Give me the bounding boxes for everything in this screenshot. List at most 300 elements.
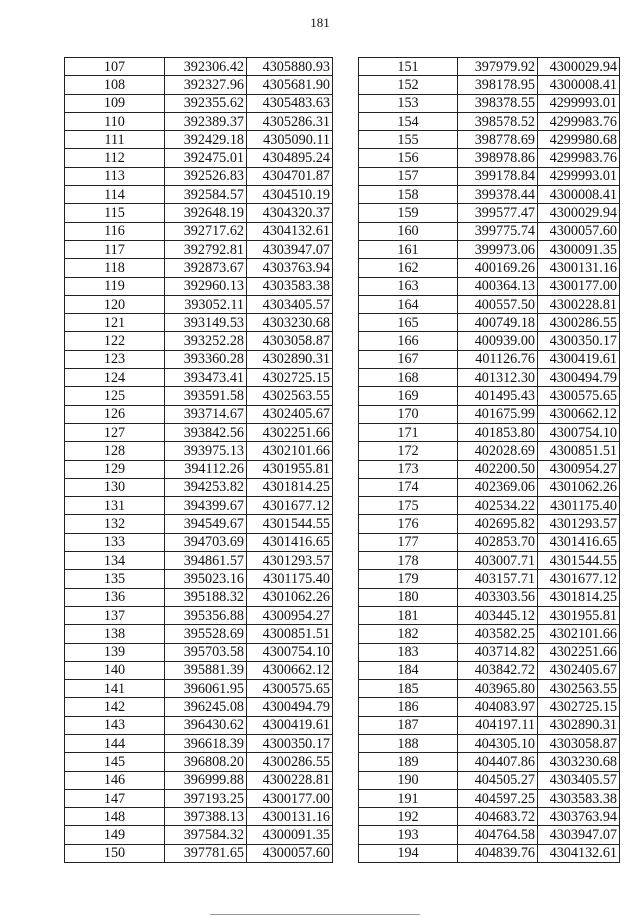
point-number-cell: 137 (65, 606, 165, 624)
y-coordinate-cell: 4304132.61 (538, 844, 620, 862)
table-row (359, 240, 620, 258)
table-row (65, 844, 333, 862)
point-number-cell: 116 (65, 222, 165, 240)
point-number-cell: 128 (65, 442, 165, 460)
y-coordinate-cell: 4304510.19 (247, 186, 333, 204)
y-coordinate-cell: 4301416.65 (538, 533, 620, 551)
x-coordinate-cell: 396999.88 (165, 771, 247, 789)
table-row (65, 112, 333, 130)
y-coordinate-cell: 4305483.63 (247, 94, 333, 112)
point-number-cell: 144 (65, 734, 165, 752)
point-number-cell: 163 (359, 277, 458, 295)
point-number-cell: 161 (359, 240, 458, 258)
table-row (65, 277, 333, 295)
y-coordinate-cell: 4300754.10 (247, 643, 333, 661)
y-coordinate-cell: 4299983.76 (538, 112, 620, 130)
point-number-cell: 181 (359, 606, 458, 624)
x-coordinate-cell: 395356.88 (165, 606, 247, 624)
y-coordinate-cell: 4305880.93 (247, 58, 333, 76)
x-coordinate-cell: 392584.57 (165, 186, 247, 204)
x-coordinate-cell: 392327.96 (165, 76, 247, 94)
table-row (65, 369, 333, 387)
y-coordinate-cell: 4300057.60 (247, 844, 333, 862)
table-row (65, 570, 333, 588)
table-row (359, 570, 620, 588)
x-coordinate-cell: 392526.83 (165, 167, 247, 185)
table-row (65, 460, 333, 478)
point-number-cell: 110 (65, 112, 165, 130)
y-coordinate-cell: 4300954.27 (538, 460, 620, 478)
table-row (65, 442, 333, 460)
y-coordinate-cell: 4303763.94 (247, 259, 333, 277)
y-coordinate-cell: 4300286.55 (538, 314, 620, 332)
x-coordinate-cell: 404683.72 (458, 808, 538, 826)
x-coordinate-cell: 402534.22 (458, 497, 538, 515)
y-coordinate-cell: 4300008.41 (538, 186, 620, 204)
y-coordinate-cell: 4300419.61 (247, 716, 333, 734)
y-coordinate-cell: 4300662.12 (247, 661, 333, 679)
y-coordinate-cell: 4305286.31 (247, 112, 333, 130)
x-coordinate-cell: 394549.67 (165, 515, 247, 533)
x-coordinate-cell: 393473.41 (165, 369, 247, 387)
y-coordinate-cell: 4300131.16 (247, 808, 333, 826)
point-number-cell: 139 (65, 643, 165, 661)
bottom-rule (210, 914, 420, 915)
table-row (65, 423, 333, 441)
point-number-cell: 107 (65, 58, 165, 76)
x-coordinate-cell: 397781.65 (165, 844, 247, 862)
point-number-cell: 136 (65, 588, 165, 606)
y-coordinate-cell: 4299980.68 (538, 131, 620, 149)
table-row (65, 497, 333, 515)
table-row (359, 734, 620, 752)
point-number-cell: 132 (65, 515, 165, 533)
table-row (359, 94, 620, 112)
table-row (359, 661, 620, 679)
point-number-cell: 126 (65, 405, 165, 423)
table-row (65, 515, 333, 533)
point-number-cell: 191 (359, 789, 458, 807)
y-coordinate-cell: 4300954.27 (247, 606, 333, 624)
point-number-cell: 168 (359, 369, 458, 387)
point-number-cell: 125 (65, 387, 165, 405)
x-coordinate-cell: 393975.13 (165, 442, 247, 460)
y-coordinate-cell: 4301677.12 (247, 497, 333, 515)
y-coordinate-cell: 4300494.79 (247, 698, 333, 716)
table-row (65, 149, 333, 167)
x-coordinate-cell: 398778.69 (458, 131, 538, 149)
x-coordinate-cell: 398378.55 (458, 94, 538, 112)
table-row (359, 606, 620, 624)
point-number-cell: 189 (359, 753, 458, 771)
x-coordinate-cell: 403303.56 (458, 588, 538, 606)
point-number-cell: 146 (65, 771, 165, 789)
table-row (359, 442, 620, 460)
point-number-cell: 187 (359, 716, 458, 734)
y-coordinate-cell: 4300091.35 (247, 826, 333, 844)
x-coordinate-cell: 398178.95 (458, 76, 538, 94)
x-coordinate-cell: 400939.00 (458, 332, 538, 350)
x-coordinate-cell: 404083.97 (458, 698, 538, 716)
point-number-cell: 149 (65, 826, 165, 844)
table-row (65, 808, 333, 826)
x-coordinate-cell: 395703.58 (165, 643, 247, 661)
table-row (359, 405, 620, 423)
y-coordinate-cell: 4300228.81 (538, 295, 620, 313)
y-coordinate-cell: 4301175.40 (247, 570, 333, 588)
y-coordinate-cell: 4300177.00 (538, 277, 620, 295)
point-number-cell: 129 (65, 460, 165, 478)
x-coordinate-cell: 403445.12 (458, 606, 538, 624)
point-number-cell: 186 (359, 698, 458, 716)
point-number-cell: 109 (65, 94, 165, 112)
point-number-cell: 141 (65, 680, 165, 698)
y-coordinate-cell: 4303058.87 (538, 734, 620, 752)
x-coordinate-cell: 404407.86 (458, 753, 538, 771)
x-coordinate-cell: 399775.74 (458, 222, 538, 240)
table-row (359, 771, 620, 789)
y-coordinate-cell: 4299993.01 (538, 167, 620, 185)
x-coordinate-cell: 394399.67 (165, 497, 247, 515)
x-coordinate-cell: 401853.80 (458, 423, 538, 441)
x-coordinate-cell: 401312.30 (458, 369, 538, 387)
point-number-cell: 176 (359, 515, 458, 533)
x-coordinate-cell: 397584.32 (165, 826, 247, 844)
point-number-cell: 154 (359, 112, 458, 130)
point-number-cell: 177 (359, 533, 458, 551)
x-coordinate-cell: 396430.62 (165, 716, 247, 734)
x-coordinate-cell: 392792.81 (165, 240, 247, 258)
table-row (65, 753, 333, 771)
y-coordinate-cell: 4300754.10 (538, 423, 620, 441)
point-number-cell: 120 (65, 295, 165, 313)
point-number-cell: 156 (359, 149, 458, 167)
x-coordinate-cell: 392429.18 (165, 131, 247, 149)
y-coordinate-cell: 4300419.61 (538, 350, 620, 368)
table-row (359, 478, 620, 496)
point-number-cell: 134 (65, 552, 165, 570)
x-coordinate-cell: 403965.80 (458, 680, 538, 698)
point-number-cell: 159 (359, 204, 458, 222)
table-row (65, 131, 333, 149)
point-number-cell: 117 (65, 240, 165, 258)
y-coordinate-cell: 4302405.67 (538, 661, 620, 679)
x-coordinate-cell: 397979.92 (458, 58, 538, 76)
table-row (65, 698, 333, 716)
y-coordinate-cell: 4303405.57 (538, 771, 620, 789)
y-coordinate-cell: 4301677.12 (538, 570, 620, 588)
y-coordinate-cell: 4301955.81 (538, 606, 620, 624)
table-row (65, 58, 333, 76)
y-coordinate-cell: 4301175.40 (538, 497, 620, 515)
table-row (359, 314, 620, 332)
y-coordinate-cell: 4304701.87 (247, 167, 333, 185)
y-coordinate-cell: 4300228.81 (247, 771, 333, 789)
coordinates-table-right (358, 57, 620, 863)
table-row (359, 149, 620, 167)
x-coordinate-cell: 395023.16 (165, 570, 247, 588)
y-coordinate-cell: 4303230.68 (538, 753, 620, 771)
point-number-cell: 180 (359, 588, 458, 606)
x-coordinate-cell: 403157.71 (458, 570, 538, 588)
x-coordinate-cell: 404305.10 (458, 734, 538, 752)
x-coordinate-cell: 400749.18 (458, 314, 538, 332)
table-row (65, 222, 333, 240)
y-coordinate-cell: 4300057.60 (538, 222, 620, 240)
y-coordinate-cell: 4303947.07 (247, 240, 333, 258)
y-coordinate-cell: 4301062.26 (538, 478, 620, 496)
y-coordinate-cell: 4300029.94 (538, 204, 620, 222)
x-coordinate-cell: 396245.08 (165, 698, 247, 716)
point-number-cell: 166 (359, 332, 458, 350)
point-number-cell: 183 (359, 643, 458, 661)
table-row (359, 259, 620, 277)
y-coordinate-cell: 4303058.87 (247, 332, 333, 350)
x-coordinate-cell: 403842.72 (458, 661, 538, 679)
point-number-cell: 194 (359, 844, 458, 862)
table-row (359, 552, 620, 570)
x-coordinate-cell: 392648.19 (165, 204, 247, 222)
x-coordinate-cell: 392960.13 (165, 277, 247, 295)
table-row (359, 588, 620, 606)
y-coordinate-cell: 4302725.15 (247, 369, 333, 387)
x-coordinate-cell: 392389.37 (165, 112, 247, 130)
point-number-cell: 124 (65, 369, 165, 387)
x-coordinate-cell: 402369.06 (458, 478, 538, 496)
x-coordinate-cell: 399973.06 (458, 240, 538, 258)
y-coordinate-cell: 4302101.66 (247, 442, 333, 460)
table-row (65, 332, 333, 350)
point-number-cell: 131 (65, 497, 165, 515)
table-row (65, 295, 333, 313)
x-coordinate-cell: 401675.99 (458, 405, 538, 423)
point-number-cell: 152 (359, 76, 458, 94)
y-coordinate-cell: 4305090.11 (247, 131, 333, 149)
y-coordinate-cell: 4302251.66 (538, 643, 620, 661)
table-row (65, 478, 333, 496)
table-row (359, 423, 620, 441)
point-number-cell: 184 (359, 661, 458, 679)
x-coordinate-cell: 404839.76 (458, 844, 538, 862)
table-row (65, 240, 333, 258)
table-row (359, 826, 620, 844)
x-coordinate-cell: 402028.69 (458, 442, 538, 460)
point-number-cell: 190 (359, 771, 458, 789)
x-coordinate-cell: 399577.47 (458, 204, 538, 222)
x-coordinate-cell: 400557.50 (458, 295, 538, 313)
y-coordinate-cell: 4303583.38 (538, 789, 620, 807)
table-row (65, 186, 333, 204)
point-number-cell: 182 (359, 625, 458, 643)
table-row (359, 625, 620, 643)
table-row (359, 112, 620, 130)
table-row (65, 771, 333, 789)
x-coordinate-cell: 403582.25 (458, 625, 538, 643)
x-coordinate-cell: 401495.43 (458, 387, 538, 405)
point-number-cell: 164 (359, 295, 458, 313)
coordinates-table-left (64, 57, 333, 863)
table-row (65, 789, 333, 807)
point-number-cell: 178 (359, 552, 458, 570)
x-coordinate-cell: 397193.25 (165, 789, 247, 807)
y-coordinate-cell: 4301062.26 (247, 588, 333, 606)
point-number-cell: 158 (359, 186, 458, 204)
x-coordinate-cell: 400364.13 (458, 277, 538, 295)
point-number-cell: 170 (359, 405, 458, 423)
y-coordinate-cell: 4303230.68 (247, 314, 333, 332)
page-number: 181 (310, 15, 330, 30)
point-number-cell: 171 (359, 423, 458, 441)
point-number-cell: 192 (359, 808, 458, 826)
x-coordinate-cell: 399378.44 (458, 186, 538, 204)
x-coordinate-cell: 402853.70 (458, 533, 538, 551)
point-number-cell: 127 (65, 423, 165, 441)
y-coordinate-cell: 4301416.65 (247, 533, 333, 551)
y-coordinate-cell: 4301814.25 (247, 478, 333, 496)
y-coordinate-cell: 4301955.81 (247, 460, 333, 478)
x-coordinate-cell: 401126.76 (458, 350, 538, 368)
y-coordinate-cell: 4301544.55 (247, 515, 333, 533)
y-coordinate-cell: 4300131.16 (538, 259, 620, 277)
point-number-cell: 150 (65, 844, 165, 862)
table-row (359, 350, 620, 368)
point-number-cell: 119 (65, 277, 165, 295)
x-coordinate-cell: 404197.11 (458, 716, 538, 734)
x-coordinate-cell: 399178.84 (458, 167, 538, 185)
table-row (65, 826, 333, 844)
table-row (65, 734, 333, 752)
point-number-cell: 148 (65, 808, 165, 826)
x-coordinate-cell: 394861.57 (165, 552, 247, 570)
x-coordinate-cell: 404597.25 (458, 789, 538, 807)
point-number-cell: 142 (65, 698, 165, 716)
y-coordinate-cell: 4301293.57 (247, 552, 333, 570)
point-number-cell: 169 (359, 387, 458, 405)
table-row (359, 369, 620, 387)
y-coordinate-cell: 4302890.31 (538, 716, 620, 734)
y-coordinate-cell: 4299983.76 (538, 149, 620, 167)
y-coordinate-cell: 4303763.94 (538, 808, 620, 826)
x-coordinate-cell: 392355.62 (165, 94, 247, 112)
point-number-cell: 121 (65, 314, 165, 332)
table-row (359, 222, 620, 240)
x-coordinate-cell: 396618.39 (165, 734, 247, 752)
y-coordinate-cell: 4302563.55 (538, 680, 620, 698)
table-row (359, 643, 620, 661)
point-number-cell: 113 (65, 167, 165, 185)
point-number-cell: 133 (65, 533, 165, 551)
x-coordinate-cell: 393360.28 (165, 350, 247, 368)
point-number-cell: 172 (359, 442, 458, 460)
x-coordinate-cell: 402695.82 (458, 515, 538, 533)
point-number-cell: 123 (65, 350, 165, 368)
x-coordinate-cell: 393842.56 (165, 423, 247, 441)
x-coordinate-cell: 392717.62 (165, 222, 247, 240)
point-number-cell: 143 (65, 716, 165, 734)
point-number-cell: 173 (359, 460, 458, 478)
x-coordinate-cell: 404505.27 (458, 771, 538, 789)
point-number-cell: 155 (359, 131, 458, 149)
y-coordinate-cell: 4302405.67 (247, 405, 333, 423)
point-number-cell: 140 (65, 661, 165, 679)
point-number-cell: 111 (65, 131, 165, 149)
point-number-cell: 162 (359, 259, 458, 277)
y-coordinate-cell: 4300029.94 (538, 58, 620, 76)
table-row (65, 259, 333, 277)
table-row (359, 789, 620, 807)
table-row (359, 204, 620, 222)
point-number-cell: 193 (359, 826, 458, 844)
table-row (359, 515, 620, 533)
x-coordinate-cell: 394112.26 (165, 460, 247, 478)
y-coordinate-cell: 4301814.25 (538, 588, 620, 606)
x-coordinate-cell: 393591.58 (165, 387, 247, 405)
table-row (65, 588, 333, 606)
x-coordinate-cell: 394253.82 (165, 478, 247, 496)
point-number-cell: 138 (65, 625, 165, 643)
point-number-cell: 122 (65, 332, 165, 350)
x-coordinate-cell: 403007.71 (458, 552, 538, 570)
table-row (359, 332, 620, 350)
x-coordinate-cell: 404764.58 (458, 826, 538, 844)
point-number-cell: 175 (359, 497, 458, 515)
table-row (359, 753, 620, 771)
table-row (65, 167, 333, 185)
table-row (359, 716, 620, 734)
y-coordinate-cell: 4300662.12 (538, 405, 620, 423)
point-number-cell: 151 (359, 58, 458, 76)
x-coordinate-cell: 396061.95 (165, 680, 247, 698)
y-coordinate-cell: 4302251.66 (247, 423, 333, 441)
table-row (65, 661, 333, 679)
x-coordinate-cell: 402200.50 (458, 460, 538, 478)
point-number-cell: 108 (65, 76, 165, 94)
x-coordinate-cell: 398978.86 (458, 149, 538, 167)
point-number-cell: 114 (65, 186, 165, 204)
point-number-cell: 153 (359, 94, 458, 112)
table-row (359, 808, 620, 826)
y-coordinate-cell: 4301293.57 (538, 515, 620, 533)
y-coordinate-cell: 4301544.55 (538, 552, 620, 570)
y-coordinate-cell: 4300286.55 (247, 753, 333, 771)
x-coordinate-cell: 400169.26 (458, 259, 538, 277)
point-number-cell: 167 (359, 350, 458, 368)
x-coordinate-cell: 395188.32 (165, 588, 247, 606)
y-coordinate-cell: 4300177.00 (247, 789, 333, 807)
x-coordinate-cell: 394703.69 (165, 533, 247, 551)
point-number-cell: 188 (359, 734, 458, 752)
y-coordinate-cell: 4300575.65 (247, 680, 333, 698)
table-row (359, 680, 620, 698)
x-coordinate-cell: 392306.42 (165, 58, 247, 76)
table-row (359, 58, 620, 76)
y-coordinate-cell: 4303583.38 (247, 277, 333, 295)
table-row (359, 131, 620, 149)
x-coordinate-cell: 393052.11 (165, 295, 247, 313)
y-coordinate-cell: 4299993.01 (538, 94, 620, 112)
table-row (359, 533, 620, 551)
table-row (65, 716, 333, 734)
y-coordinate-cell: 4300350.17 (247, 734, 333, 752)
y-coordinate-cell: 4300091.35 (538, 240, 620, 258)
point-number-cell: 165 (359, 314, 458, 332)
y-coordinate-cell: 4304895.24 (247, 149, 333, 167)
table-row (65, 533, 333, 551)
x-coordinate-cell: 395528.69 (165, 625, 247, 643)
table-row (359, 698, 620, 716)
table-row (65, 314, 333, 332)
y-coordinate-cell: 4302725.15 (538, 698, 620, 716)
